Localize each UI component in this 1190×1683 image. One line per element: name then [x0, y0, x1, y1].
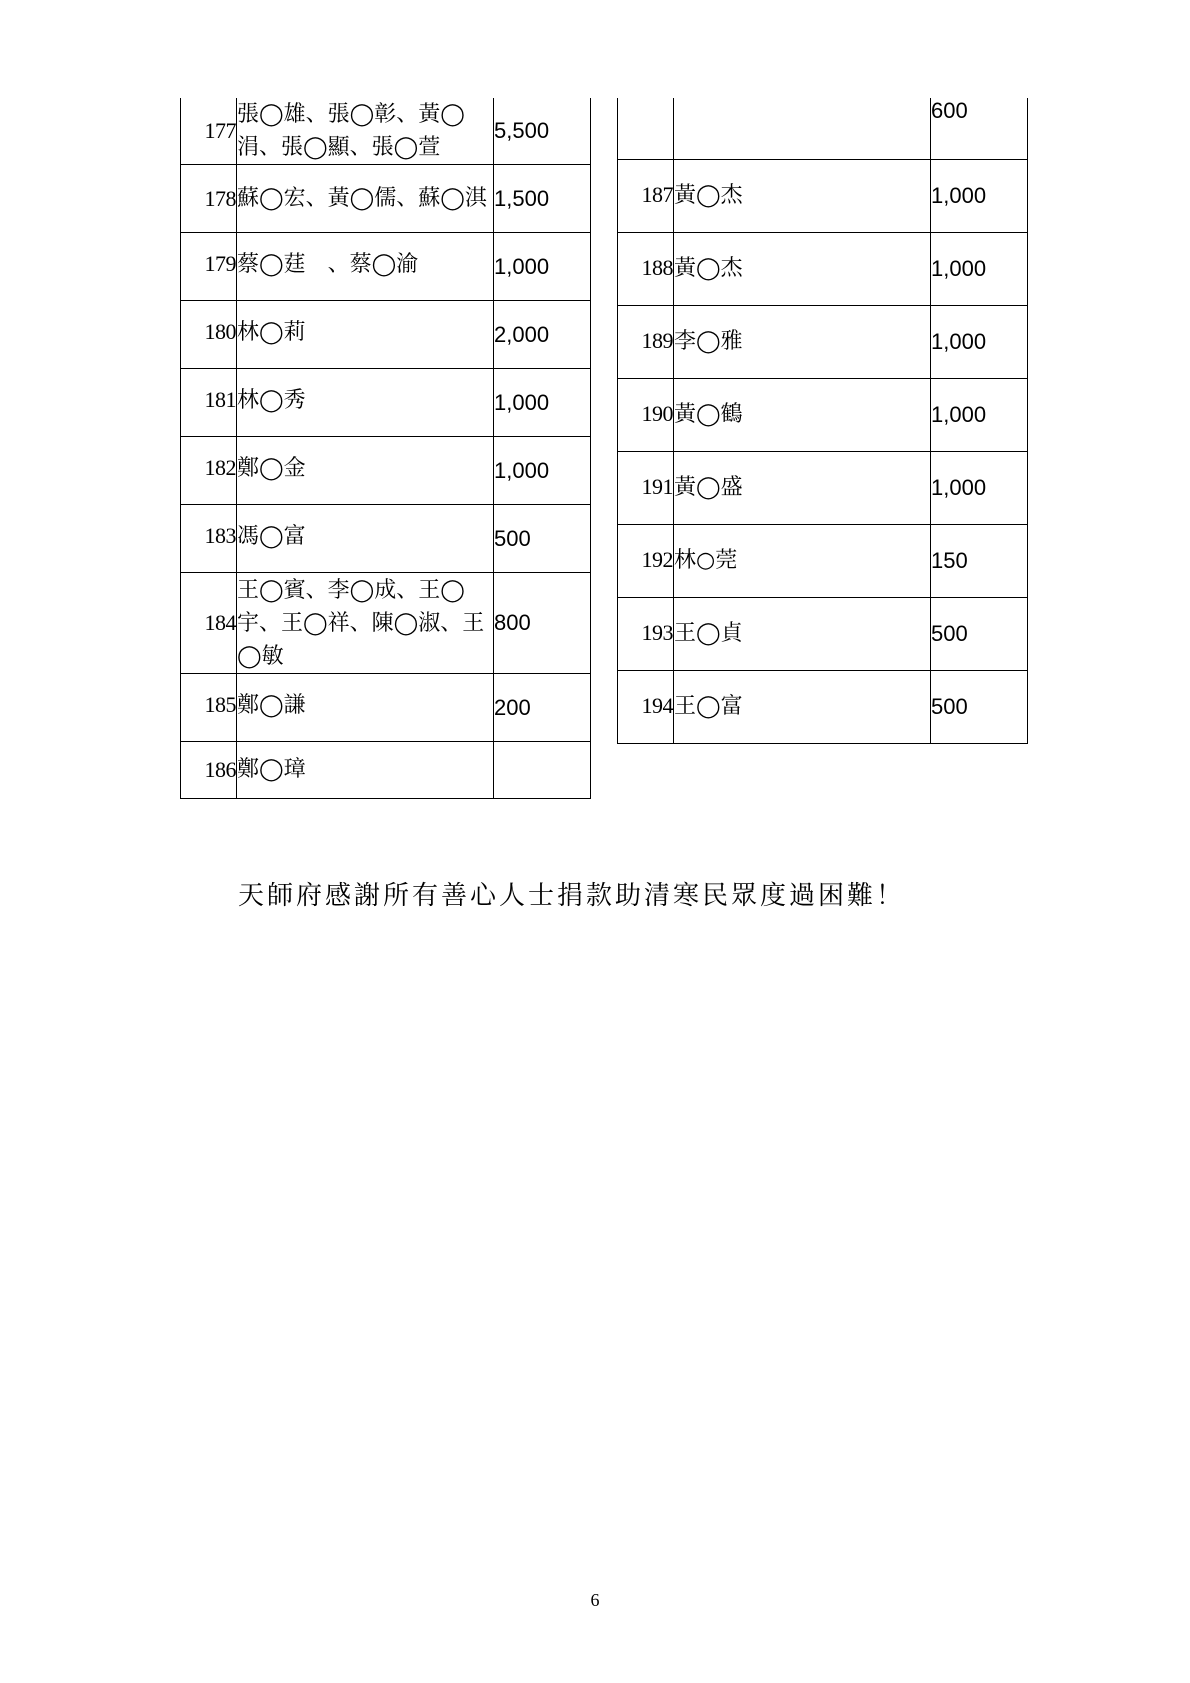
donor-names-text: 王◯賓、李◯成、王◯宇、王◯祥、陳◯淑、王◯敏: [237, 577, 485, 669]
donor-names: [674, 670, 931, 743]
donation-amount: 1,000: [494, 437, 591, 505]
donor-names: [237, 505, 494, 573]
donor-names-text: 鄭◯璋: [237, 757, 306, 782]
table-row: [618, 524, 1028, 597]
donor-names-text: 王◯富: [674, 693, 743, 719]
row-number: [618, 98, 674, 159]
donor-names-text: 林○莞: [674, 547, 738, 573]
donor-names-text: 馮◯富: [237, 524, 306, 549]
table-row: [618, 670, 1028, 743]
table-row: [181, 98, 591, 165]
donor-names-text: 鄭◯謙: [237, 693, 306, 718]
table-row: [181, 369, 591, 437]
donation-amount: 600: [931, 98, 1028, 159]
donor-names: [674, 305, 931, 378]
table-row: [618, 305, 1028, 378]
table-row: [618, 597, 1028, 670]
donor-names: [237, 742, 494, 799]
donor-names-text: 鄭◯金: [237, 456, 306, 481]
donor-names-text: 黃◯鶴: [674, 401, 743, 427]
donation-amount: 200: [494, 674, 591, 742]
table-row: [181, 301, 591, 369]
donor-names: [237, 301, 494, 369]
donor-names-text: 王◯貞: [674, 620, 743, 646]
donation-amount: 1,000: [931, 451, 1028, 524]
donor-names-text: 林◯莉: [237, 320, 306, 345]
donor-names: [237, 165, 494, 233]
table-row: [618, 98, 1028, 159]
row-number: 194: [618, 670, 674, 743]
donor-names: [674, 524, 931, 597]
donation-amount: 1,000: [494, 233, 591, 301]
row-number: 184: [181, 573, 237, 674]
row-number: 177: [181, 98, 237, 165]
donation-amount: 1,000: [931, 232, 1028, 305]
donor-names: [237, 98, 494, 165]
row-number: 187: [618, 159, 674, 232]
donor-names: [674, 378, 931, 451]
donor-names: [674, 597, 931, 670]
table-row: [618, 232, 1028, 305]
donor-names: [237, 674, 494, 742]
row-number: 183: [181, 505, 237, 573]
donation-amount: 1,000: [494, 369, 591, 437]
table-row: [181, 674, 591, 742]
table-row: [181, 165, 591, 233]
donor-names: [674, 232, 931, 305]
donation-amount: 500: [931, 670, 1028, 743]
donation-amount: 5,500: [494, 98, 591, 165]
donor-names: [674, 451, 931, 524]
row-number: 181: [181, 369, 237, 437]
page-number: 6: [590, 1590, 600, 1610]
table-row: [181, 505, 591, 573]
row-number: 191: [618, 451, 674, 524]
table-row: [618, 451, 1028, 524]
donation-amount: [494, 742, 591, 799]
donor-names: [237, 573, 494, 674]
row-number: 178: [181, 165, 237, 233]
donor-names: [674, 98, 931, 159]
row-number: 188: [618, 232, 674, 305]
donor-names-text: 蘇◯宏、黃◯儒、蘇◯淇: [237, 186, 487, 211]
donor-names: [237, 233, 494, 301]
table-row: [618, 378, 1028, 451]
table-row: [181, 742, 591, 799]
donation-amount: 800: [494, 573, 591, 674]
donor-names-text: 黃◯盛: [674, 474, 743, 500]
donation-amount: 150: [931, 524, 1028, 597]
row-number: 189: [618, 305, 674, 378]
row-number: 186: [181, 742, 237, 799]
row-number: 193: [618, 597, 674, 670]
donor-table-left: [180, 98, 591, 799]
donation-amount: 1,000: [931, 159, 1028, 232]
table-row: [181, 437, 591, 505]
row-number: 185: [181, 674, 237, 742]
donor-names-text: 蔡◯莛 、蔡◯渝: [237, 252, 419, 277]
donation-amount: 500: [494, 505, 591, 573]
row-number: 179: [181, 233, 237, 301]
row-number: 182: [181, 437, 237, 505]
row-number: 192: [618, 524, 674, 597]
table-row: [181, 233, 591, 301]
donation-amount: 500: [931, 597, 1028, 670]
donation-amount: 2,000: [494, 301, 591, 369]
donor-names: [674, 159, 931, 232]
table-row: [618, 159, 1028, 232]
table-row: [181, 573, 591, 674]
row-number: 180: [181, 301, 237, 369]
donation-amount: 1,000: [931, 305, 1028, 378]
donation-amount: 1,500: [494, 165, 591, 233]
thank-you-message: 天師府感謝所有善心人士捐款助清寒民眾度過困難！: [238, 881, 906, 911]
donor-table-right: [617, 98, 1028, 744]
donor-names-text: 黃◯杰: [674, 255, 743, 281]
donation-amount: 1,000: [931, 378, 1028, 451]
donor-names: [237, 437, 494, 505]
donor-names: [237, 369, 494, 437]
donor-names-text: 李◯雅: [674, 328, 743, 354]
donor-names-text: 張◯雄、張◯彰、黃◯涓、張◯顯、張◯萱: [237, 102, 465, 160]
row-number: 190: [618, 378, 674, 451]
donor-names-text: 林◯秀: [237, 388, 306, 413]
donor-names-text: 黃◯杰: [674, 182, 743, 208]
